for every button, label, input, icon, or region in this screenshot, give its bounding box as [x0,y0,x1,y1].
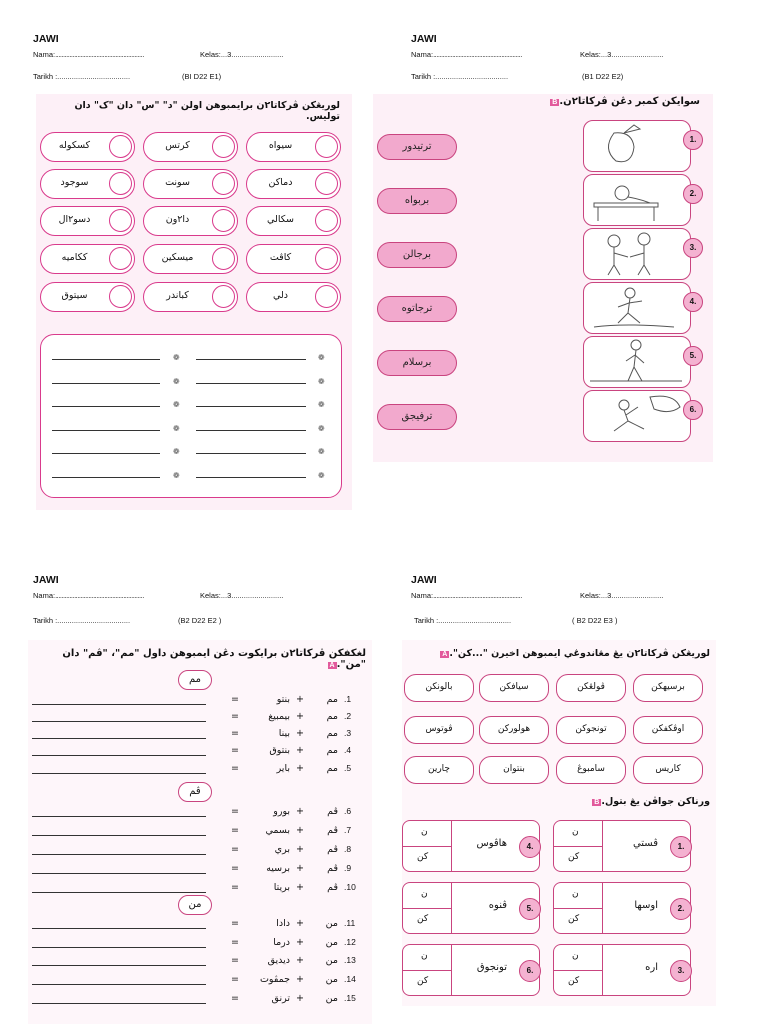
ws4-subject: JAWI [411,574,437,586]
ws3-prefix: مم [326,694,338,705]
ws3-plus: + [296,694,304,705]
ws1-answer-line[interactable] [196,430,306,431]
ws1-nama-dots: ........................................................ [55,50,144,59]
ws1-header [33,33,59,45]
ws1-pill-word: سوجود [60,177,89,188]
ws4-option-kan[interactable]: كن [417,976,429,986]
flower-icon: ❁ [318,353,325,362]
ws4-divider [451,883,452,933]
ws2-number-badge: 1. [683,130,703,150]
ws1-answer-line[interactable] [52,383,160,384]
ws3-plus: + [296,863,304,874]
ws4-answer-box [402,820,540,872]
flower-icon: ❁ [318,376,325,386]
ws1-answer-line[interactable] [196,453,306,454]
ws1-nama-label: Nama: [33,50,56,59]
ws3-row-number: .2 [344,711,352,721]
ws4-option-nun[interactable]: ن [572,827,579,837]
ws1-word-pill[interactable] [143,244,238,274]
ws3-base-word: بنتو [276,694,290,705]
ws3-answer-line[interactable] [32,816,206,817]
ws4-tag-a: A [442,651,448,658]
ws3-row-number: .5 [344,763,352,773]
ws3-equals: = [231,993,239,1004]
ws3-base-word: بنتوق [269,745,290,756]
ws3-answer-line[interactable] [32,835,206,836]
ws2-mango-icon [584,121,690,172]
ws4-word-box[interactable]: بنتوان [479,756,549,784]
ws3-kelas: Kelas:...3......................... [200,591,284,600]
ws2-word-button[interactable]: ترفيجق [377,404,457,430]
ws4-number-badge: 1. [670,836,692,858]
ws3-equals: = [231,728,239,739]
ws2-number-badge: 4. [683,292,703,312]
ws1-pill-word: دسو٢ال [58,214,91,225]
ws2-walking-icon [584,337,690,388]
ws3-answer-line[interactable] [32,1003,206,1004]
ws3-answer-line[interactable] [32,773,206,774]
ws4-word-box[interactable]: برسيهكن [633,674,703,702]
ws2-tarikh: Tarikh :................................... [411,72,509,81]
ws4-word-box[interactable]: ڤوتوس [404,716,474,744]
ws3-answer-line[interactable] [32,892,206,893]
ws1-pill-circle[interactable] [315,172,338,195]
ws1-pill-word: كاڤت [269,252,292,263]
ws1-word-pill[interactable] [143,132,238,162]
ws4-number-badge: 5. [519,898,541,920]
ws3-equals: = [231,763,239,774]
ws4-divider [602,883,603,933]
flower-icon: ❁ [173,400,180,409]
ws4-number-badge: 2. [670,898,692,920]
ws2-sleeping-icon [584,175,690,226]
ws1-pill-circle[interactable] [212,285,235,308]
ws4-word-box[interactable]: تونجوكن [556,716,626,744]
ws4-word-box[interactable]: ڤولڠكن [556,674,626,702]
ws2-word-button[interactable]: برجالن [377,242,457,268]
ws4-code: ( B2 D22 E3 ) [572,616,618,625]
ws4-number-badge: 4. [519,836,541,858]
ws4-divider [602,945,603,995]
ws3-row-number: .15 [344,993,356,1003]
ws2-word-button[interactable]: ترتيدور [377,134,457,160]
ws4-kelas: Kelas:...3......................... [580,591,664,600]
ws3-row-number: .6 [344,806,352,816]
ws2-tag: B [552,99,558,106]
ws1-answer-line[interactable] [52,430,160,431]
ws3-equals: = [231,955,239,966]
ws4-divider [451,945,452,995]
ws3-equals: = [231,844,239,855]
ws1-pill-word: سيواه [268,140,293,151]
ws4-option-nun[interactable]: ن [572,951,579,961]
ws1-word-pill[interactable] [246,282,341,312]
ws2-picture-box [583,120,691,172]
ws1-pill-word: سيتوق [61,290,88,301]
ws3-group-label: ڤم [178,782,212,802]
ws3-row-number: .14 [344,974,356,984]
flower-icon: ❁ [173,470,180,480]
ws4-option-kan[interactable]: كن [568,852,580,862]
ws2-number-badge: 3. [683,238,703,258]
ws2-number-badge: 2. [683,184,703,204]
ws1-pill-word: سونت [165,177,190,188]
ws4-answer-word: ڤنوه [488,900,507,911]
ws4-word-box[interactable]: سيافكن [479,674,549,702]
ws4-option-nun[interactable]: ن [421,951,428,961]
ws3-row-number: .9 [344,863,352,873]
ws3-instruction-text: لغكفكن ڤركاتا٢ن برايكوت دڠن ايمبوهن داول "مم"، "ڤم" دان "من". [62,648,366,670]
ws3-answer-line[interactable] [32,738,206,739]
ws4-divider [554,970,602,971]
ws1-pill-word: دا٢ون [165,214,190,225]
ws4-divider [403,970,451,971]
ws3-equals: = [231,937,239,948]
ws4-answer-box [402,944,540,996]
ws2-picture-box [583,228,691,280]
ws3-answer-line[interactable] [32,965,206,966]
ws3-equals: = [231,974,239,985]
ws3-base-word: بينا [278,728,290,739]
ws3-answer-line[interactable] [32,947,206,948]
ws4-name-row [411,591,522,600]
ws2-name-row [411,50,522,59]
ws3-plus: + [296,745,304,756]
ws3-prefix: ڤم [327,806,338,817]
ws4-word-box[interactable]: بالونكن [404,674,474,702]
ws2-falling-icon [584,283,690,334]
ws3-row-number: .8 [344,844,352,854]
ws4-word-box[interactable]: هولوركن [479,716,549,744]
ws4-number-badge: 6. [519,960,541,982]
ws3-row-number: .3 [344,728,352,738]
ws3-prefix: من [325,937,338,948]
ws1-kelas: Kelas:...3......................... [200,50,284,59]
ws1-word-pill[interactable] [246,169,341,199]
ws4-option-nun[interactable]: ن [421,889,428,899]
ws1-pill-circle[interactable] [109,172,132,195]
ws1-subject: JAWI [33,33,59,45]
ws4-divider [602,821,603,871]
ws3-row-number: .7 [344,825,352,835]
ws4-option-nun[interactable]: ن [572,889,579,899]
ws4-word-box[interactable]: چارين [404,756,474,784]
ws3-row-number: .12 [344,937,356,947]
ws3-row-number: .11 [344,918,356,928]
ws2-word-button[interactable]: ترجاتوه [377,296,457,322]
ws4-answer-box [553,944,691,996]
ws4-nama-label: Nama: [411,591,434,600]
ws1-word-pill[interactable] [40,244,135,274]
ws3-equals: = [231,882,239,893]
ws1-answer-line[interactable] [52,453,160,454]
ws1-word-pill[interactable] [246,206,341,236]
ws4-answer-word: اره [645,962,658,973]
ws1-pill-circle[interactable] [212,172,235,195]
ws3-equals: = [231,806,239,817]
ws1-word-pill[interactable] [40,169,135,199]
ws1-answer-line[interactable] [52,406,160,407]
ws3-prefix: من [325,918,338,929]
ws3-base-word: درما [273,937,290,948]
ws3-plus: + [296,993,304,1004]
ws3-base-word: بريتا [273,882,290,893]
ws4-instruction-b-text: ورناكن جواڤن يڠ بتول. [601,796,710,807]
ws2-number-badge: 6. [683,400,703,420]
ws2-subject: JAWI [411,33,437,45]
ws3-answer-line[interactable] [32,928,206,929]
ws3-base-word: ديديق [267,955,290,966]
ws1-answer-line[interactable] [196,477,306,478]
ws3-equals: = [231,825,239,836]
ws1-pill-circle[interactable] [109,285,132,308]
ws4-word-box[interactable]: كاريس [633,756,703,784]
ws1-pill-word: ميسكين [161,252,194,263]
ws3-group-label: مم [178,670,212,690]
ws3-prefix: مم [326,728,338,739]
ws3-plus: + [296,918,304,929]
ws3-plus: + [296,763,304,774]
ws3-base-word: بيمبيغ [268,711,290,722]
ws4-word-box[interactable]: سامبوڠ [556,756,626,784]
ws1-pill-circle[interactable] [109,247,132,270]
ws3-base-word: جمڤوت [259,974,290,985]
ws1-pill-word: دلي [272,290,289,301]
ws1-answer-line[interactable] [52,359,160,360]
ws1-answer-line[interactable] [196,406,306,407]
flower-icon: ❁ [173,376,180,386]
ws3-equals: = [231,745,239,756]
ws4-answer-word: تونجوق [476,962,507,973]
ws1-word-pill[interactable] [246,132,341,162]
ws1-pill-circle[interactable] [315,209,338,232]
ws1-pill-circle[interactable] [315,247,338,270]
ws3-tarikh: Tarikh :................................... [33,616,131,625]
ws3-nama-label: Nama: [33,591,56,600]
ws1-pill-word: كرتس [165,140,190,151]
ws2-number-badge: 5. [683,346,703,366]
ws1-pill-word: دماكن [268,177,293,188]
ws1-pill-circle[interactable] [109,135,132,158]
ws3-plus: + [296,728,304,739]
ws4-divider [554,908,602,909]
ws1-pill-circle[interactable] [315,285,338,308]
flower-icon: ❁ [173,423,180,433]
ws3-row-number: .4 [344,745,352,755]
flower-icon: ❁ [318,447,325,456]
ws4-option-kan[interactable]: كن [568,976,580,986]
ws3-row-number: .1 [344,694,352,704]
ws3-base-word: دادا [276,918,290,929]
ws2-code: (B1 D22 E2) [582,72,624,81]
ws3-subject: JAWI [33,574,59,586]
ws3-plus: + [296,882,304,893]
ws4-instruction-a [410,648,710,659]
ws4-answer-box [553,820,691,872]
ws2-picture-box [583,174,691,226]
ws3-plus: + [296,974,304,985]
ws4-word-box[interactable]: اوڤكفكن [633,716,703,744]
ws3-prefix: ڤم [327,825,338,836]
ws3-equals: = [231,694,239,705]
ws1-instruction: لوريڠكن ڤركاتا٢ن برايمبوهن اولن "د" "س" دان "ک" دان توليس. [74,100,340,122]
ws3-plus: + [296,955,304,966]
ws1-pill-circle[interactable] [212,247,235,270]
ws3-prefix: من [325,993,338,1004]
ws4-option-kan[interactable]: كن [568,914,580,924]
ws1-pill-circle[interactable] [212,135,235,158]
ws2-picture-box [583,390,691,442]
ws4-answer-word: ڤستي [632,838,658,849]
ws1-answer-line[interactable] [196,359,306,360]
ws4-divider [554,846,602,847]
ws1-word-pill[interactable] [40,132,135,162]
ws1-word-pill[interactable] [40,282,135,312]
ws3-name-row [33,591,144,600]
ws3-base-word: باير [276,763,290,774]
ws3-prefix: مم [326,711,338,722]
ws3-answer-line[interactable] [32,984,206,985]
ws3-prefix: من [325,974,338,985]
ws3-plus: + [296,937,304,948]
ws2-instruction [420,96,700,107]
ws3-instruction [36,648,366,670]
ws4-tag-b: B [594,799,600,806]
ws4-answer-box [553,882,691,934]
ws4-tarikh: Tarikh :................................... [414,616,512,625]
ws4-option-kan[interactable]: كن [417,914,429,924]
ws3-plus: + [296,825,304,836]
ws3-base-word: بسمي [265,825,290,836]
ws3-row-number: .10 [344,882,356,892]
ws3-answer-line[interactable] [32,854,206,855]
ws1-name-row [33,50,144,59]
ws3-equals: = [231,711,239,722]
ws3-plus: + [296,711,304,722]
ws3-base-word: ترنق [271,993,290,1004]
ws4-number-badge: 3. [670,960,692,982]
ws4-divider [451,821,452,871]
ws3-base-word: برسيه [266,863,290,874]
ws1-pill-circle[interactable] [212,209,235,232]
ws1-pill-circle[interactable] [109,209,132,232]
flower-icon: ❁ [173,353,180,362]
ws2-jumping-icon [584,391,690,442]
ws3-nama-dots: ........................................................ [55,591,144,600]
ws4-instruction-b [410,796,710,807]
ws4-option-nun[interactable]: ن [421,827,428,837]
ws4-instruction-a-text: لوريڠكن ڤركاتا٢ن يڠ مڠاندوڠي ايمبوهن اخيرن "...كن". [449,648,710,659]
ws2-nama-label: Nama: [411,50,434,59]
ws3-plus: + [296,844,304,855]
ws2-kelas: Kelas:...3......................... [580,50,664,59]
ws3-plus: + [296,806,304,817]
ws4-divider [403,846,451,847]
ws3-prefix: مم [326,763,338,774]
ws2-picture-box [583,336,691,388]
ws3-answer-line[interactable] [32,704,206,705]
ws1-pill-word: ككاميه [61,252,88,263]
ws1-answer-line[interactable] [52,477,160,478]
flower-icon: ❁ [173,447,180,456]
ws2-handshake-icon [584,229,690,280]
ws2-nama-dots: ........................................................ [433,50,522,59]
ws3-group-label: من [178,895,212,915]
ws1-code: (BI D22 E1) [182,72,222,81]
ws1-pill-word: كسكوله [58,140,91,151]
flower-icon: ❁ [318,400,325,409]
ws3-prefix: ڤم [327,882,338,893]
ws1-word-pill[interactable] [143,169,238,199]
ws4-answer-word: هاڤوس [476,838,507,849]
ws3-prefix: من [325,955,338,966]
ws3-equals: = [231,918,239,929]
ws3-answer-line[interactable] [32,873,206,874]
ws4-option-kan[interactable]: كن [417,852,429,862]
flower-icon: ❁ [318,470,325,480]
ws1-word-pill[interactable] [143,282,238,312]
ws2-picture-box [583,282,691,334]
ws3-prefix: ڤم [327,844,338,855]
ws3-prefix: مم [326,745,338,756]
ws4-divider [403,908,451,909]
ws4-nama-dots: ........................................................ [433,591,522,600]
ws2-word-button[interactable]: برسلام [377,350,457,376]
ws3-answer-line[interactable] [32,755,206,756]
ws3-base-word: بورو [273,806,290,817]
ws3-answer-line[interactable] [32,721,206,722]
ws1-word-pill[interactable] [246,244,341,274]
ws3-equals: = [231,863,239,874]
ws1-pill-word: سكالي [267,214,294,225]
ws3-row-number: .13 [344,955,356,965]
ws1-word-pill[interactable] [143,206,238,236]
ws3-base-word: بري [274,844,290,855]
ws3-code: (B2 D22 E2 ) [178,616,222,625]
ws1-pill-word: كباندر [166,290,189,301]
ws1-answer-line[interactable] [196,383,306,384]
ws3-tag: A [329,662,335,669]
ws4-answer-box [402,882,540,934]
ws2-instruction-text: سوايكن كمبر دڠن ڤركاتا٢ن. [559,96,700,107]
ws2-word-button[interactable]: بربواه [377,188,457,214]
ws1-tarikh: Tarikh :................................... [33,72,131,81]
ws1-word-pill[interactable] [40,206,135,236]
flower-icon: ❁ [318,423,325,433]
ws3-prefix: ڤم [327,863,338,874]
ws1-pill-circle[interactable] [315,135,338,158]
ws4-answer-word: اوسها [634,900,658,911]
